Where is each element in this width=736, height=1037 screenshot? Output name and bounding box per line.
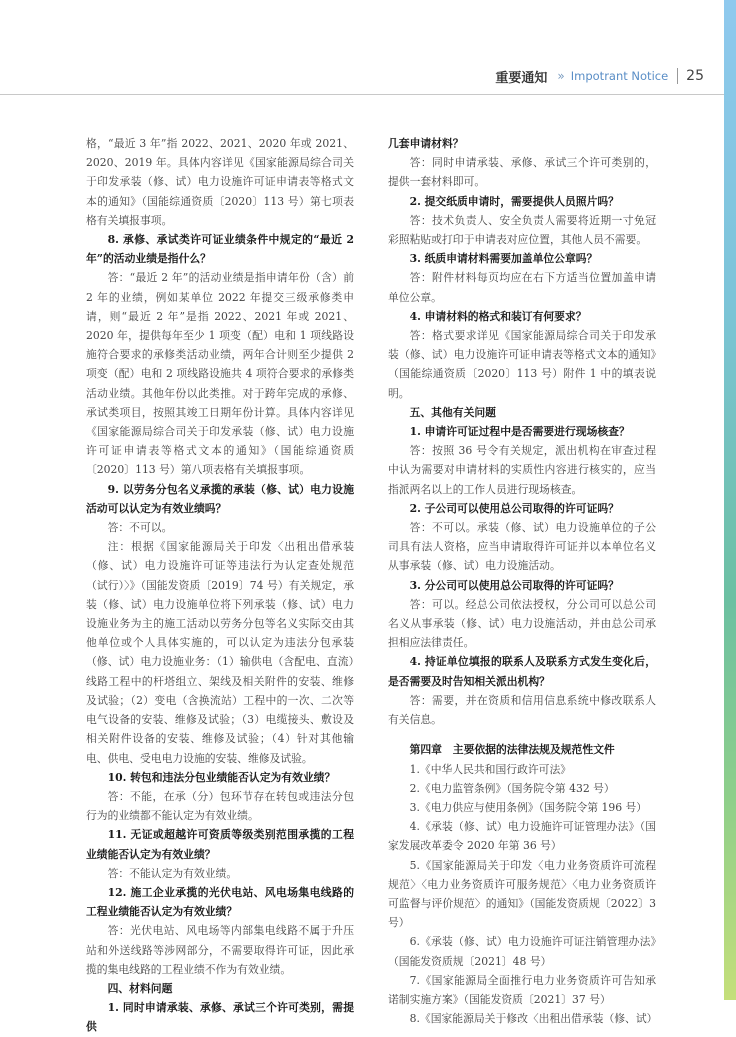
left-question: 8. 承修、承试类许可证业绩条件中规定的“最近 2 年”的活动业绩是指什么？ bbox=[86, 233, 354, 266]
left-question: 12. 施工企业承揽的光伏电站、风电场集电线路的工程业绩能否认定为有效业绩？ bbox=[86, 885, 354, 919]
left-column bbox=[86, 134, 354, 1037]
right-answer: 答：格式要求详见《国家能源局综合司关于印发承装（修、试）电力设施许可证申请表等格式文本的通知》（国能综通资质〔2020〕113 号）附件 1 中的填表说明。 bbox=[388, 329, 656, 400]
left-answer: 答：“最近 2 年”的活动业绩是指申请年份（含）前 2 年的业绩，例如某单位 2022 年提交三级承修类申请，则“最近 2 年”是指 2022、2021 年或 2021、2020 年，提供每年至少 1 项变（配）电和 1 项线路设施符合要求的承修类活动业绩，两年合计则至少提供 2 项变（配）电和 2 项线路设施共 4 项符合要求的承修类活动业绩。其他年份以此类推。对于跨年完成的承修、承试类项目，按照其竣工日期年份计算。具体内容详见《国家能源局综合司关于印发承装（修、试）电力设施许可证申请表等格式文本的通知》（国能综通资质〔2020〕113 号）第八项表格有关填报事项。 bbox=[86, 271, 354, 477]
right-law-reference-item: 8.《国家能源局关于修改〈出租出借承装（修、试） bbox=[409, 1012, 658, 1026]
right-answer: 答：附件材料每页均应在右下方适当位置加盖申请单位公章。 bbox=[388, 271, 656, 304]
side-color-bar bbox=[724, 0, 736, 1000]
left-answer: 答：不可以。 bbox=[107, 521, 173, 535]
header-divider bbox=[677, 68, 678, 84]
right-question: 4. 持证单位填报的联系人及联系方式发生变化后，是否需要及时告知相关派出机构？ bbox=[388, 655, 656, 688]
header-rule bbox=[0, 94, 724, 95]
right-answer: 答：可以。经总公司依法授权，分公司可以总公司名义从事承装（修、试）电力设施活动，并由总公司承担相应法律责任。 bbox=[388, 597, 656, 650]
right-answer: 答：技术负责人、安全负责人需要将近期一寸免冠彩照粘贴或打印于申请表对应位置，其他人员不需要。 bbox=[388, 213, 656, 247]
section-title-en: Impotrant Notice bbox=[570, 69, 669, 83]
left-answer: 答：不能，在承（分）包环节存在转包或违法分包行为的业绩都不能认定为有效业绩。 bbox=[86, 789, 354, 823]
page-header bbox=[495, 66, 704, 86]
right-law-reference-item: 3.《电力供应与使用条例》（国务院令第 196 号） bbox=[409, 800, 648, 814]
left-answer: 答：光伏电站、风电场等内部集电线路不属于升压站和外送线路等涉网部分，不需要取得许可证，因此承揽的集电线路的工程业绩不作为有效业绩。 bbox=[86, 924, 354, 976]
right-law-reference-item: 1.《中华人民共和国行政许可法》 bbox=[409, 762, 572, 776]
left-answer: 注：根据《国家能源局关于印发〈出租出借承装（修、试）电力设施许可证等违法行为认定查处规范（试行）〉》（国能发资质〔2019〕74 号）有关规定，承装（修、试）电力设施单位将下列承装（修、试）电力设施业务为主的施工活动以劳务分包等名义实际交由其他单位或个人具体实施的，可以认定为违法分包承装（修、试）电力设施业务：（1）输供电（含配电、直流）线路工程中的杆塔组立、架线及相关附件的安装、维修及试验；（2）变电（含换流站）工程中的一次、二次等电气设备的安装、维修及试验；（3）电缆接头、敷设及相关附件设备的安装、维修及试验；（4）针对其他输电、供电、受电电力设施的安装、维修及试验。 bbox=[86, 540, 354, 765]
right-law-reference-item: 5.《国家能源局关于印发〈电力业务资质许可流程规范〉〈电力业务资质许可服务规范〉〈电力业务资质许可监督与评价规范〉的通知》（国能发资质规〔2022〕3 号） bbox=[388, 858, 656, 930]
left-answer: 答：不能认定为有效业绩。 bbox=[107, 866, 238, 880]
right-chapter-heading: 第四章 主要依据的法律法规及规范性文件 bbox=[409, 743, 615, 757]
right-column bbox=[388, 134, 656, 1028]
right-answer: 答：不可以。承装（修、试）电力设施单位的子公司具有法人资格，应当申请取得许可证并以本单位名义从事承装（修、试）电力设施活动。 bbox=[388, 521, 656, 573]
left-question: 1. 同时申请承装、承修、承试三个许可类别，需提供 bbox=[86, 1001, 354, 1034]
right-law-reference-item: 4.《承装（修、试）电力设施许可证管理办法》（国家发展改革委令 2020 年第 36 号） bbox=[388, 820, 656, 853]
section-title-cn: 重要通知 bbox=[495, 70, 548, 86]
right-question-continuation: 几套申请材料？ bbox=[388, 137, 464, 150]
left-question: 9. 以劳务分包名义承揽的承装（修、试）电力设施活动可以认定为有效业绩吗？ bbox=[86, 482, 354, 515]
left-question: 11. 无证或超越许可资质等级类别范围承揽的工程业绩能否认定为有效业绩？ bbox=[86, 828, 354, 861]
right-question: 3. 纸质申请材料需要加盖单位公章吗？ bbox=[409, 252, 598, 266]
right-answer: 答：需要，并在资质和信用信息系统中修改联系人有关信息。 bbox=[388, 693, 656, 727]
right-question: 2. 子公司可以使用总公司取得的许可证吗？ bbox=[409, 501, 619, 515]
left-paragraph-continuation: 格，“最近 3 年”指 2022、2021、2020 年或 2021、2020、2019 年。具体内容详见《国家能源局综合司关于印发承装（修、试）电力设施许可证申请表等格式文本的通知》（国能综通资质〔2020〕113 号）第七项表格有关填报事项。 bbox=[86, 137, 354, 227]
right-law-reference-item: 7.《国家能源局全面推行电力业务资质许可告知承诺制实施方案》（国能发资质〔2021〕37 号） bbox=[388, 973, 656, 1006]
right-question: 4. 申请材料的格式和装订有何要求？ bbox=[409, 309, 587, 323]
right-answer: 答：同时申请承装、承修、承试三个许可类别的，提供一套材料即可。 bbox=[388, 156, 656, 189]
right-section-heading: 五、其他有关问题 bbox=[409, 405, 496, 419]
right-law-reference-item: 2.《电力监管条例》（国务院令第 432 号） bbox=[409, 781, 615, 795]
right-question: 2. 提交纸质申请时，需要提供人员照片吗？ bbox=[409, 194, 619, 208]
right-law-reference-item: 6.《承装（修、试）电力设施许可证注销管理办法》（国能发资质规〔2021〕48 号） bbox=[388, 935, 656, 968]
chevron-right-icon: » bbox=[557, 69, 565, 83]
right-question: 1. 申请许可证过程中是否需要进行现场核查？ bbox=[409, 425, 630, 439]
right-answer: 答：按照 36 号令有关规定，派出机构在审查过程中认为需要对申请材料的实质性内容进行核实的，应当指派两名以上的工作人员进行现场核查。 bbox=[388, 444, 656, 496]
left-section-heading: 四、材料问题 bbox=[107, 981, 173, 995]
right-question: 3. 分公司可以使用总公司取得的许可证吗？ bbox=[409, 578, 619, 592]
left-question: 10. 转包和违法分包业绩能否认定为有效业绩？ bbox=[107, 770, 336, 784]
page-number: 25 bbox=[686, 68, 704, 84]
